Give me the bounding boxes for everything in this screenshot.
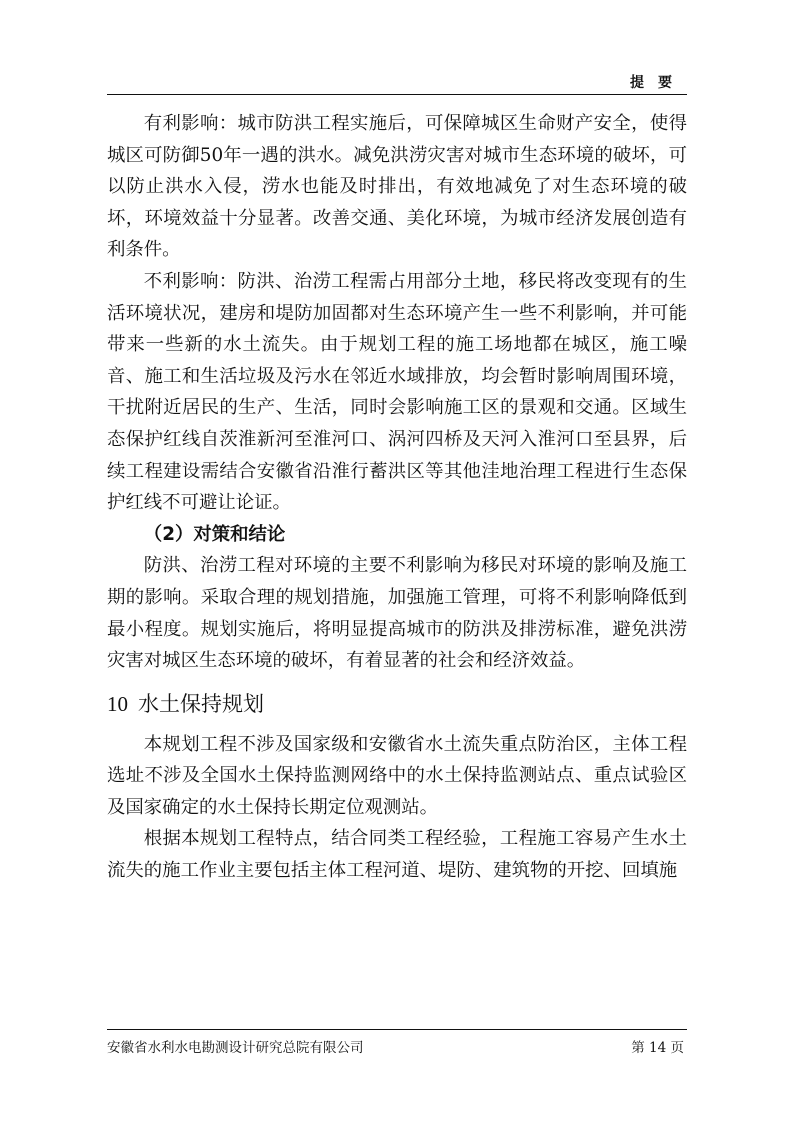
paragraph-favorable-impact: 有利影响：城市防洪工程实施后，可保障城区生命财产安全，使得城区可防御50年一遇的洪水。减免洪涝灾害对城市生态环境的破坏，可以防止洪水入侵，涝水也能及时排出，有效地减免了对生态环境的破坏，环境效益十分显著。改善交通、美化环境，为城市经济发展创造有利条件。 <box>107 113 687 261</box>
subheading-measures-conclusion: （2）对策和结论 <box>143 523 286 545</box>
paragraph-soil-scope: 本规划工程不涉及国家级和安徽省水土流失重点防治区，主体工程选址不涉及全国水土保持监测网络中的水土保持监测站点、重点试验区及国家确定的水土保持长期定位观测站。 <box>107 733 687 818</box>
section-number: 10 <box>107 691 128 716</box>
footer-page-number: 第 14 页 <box>631 1040 684 1056</box>
footer-rule <box>107 1029 687 1030</box>
header-label: 提要 <box>630 75 686 91</box>
footer-organization: 安徽省水利水电勘测设计研究总院有限公司 <box>107 1040 364 1056</box>
section-heading <box>107 689 687 719</box>
paragraph-conclusion: 防洪、治涝工程对环境的主要不利影响为移民对环境的影响及施工期的影响。采取合理的规划措施，加强施工管理，可将不利影响降低到最小程度。规划实施后，将明显提高城市的防洪及排涝标准，避免洪涝灾害对城区生态环境的破坏，有着显著的社会和经济效益。 <box>107 555 687 672</box>
paragraph-unfavorable-impact: 不利影响：防洪、治涝工程需占用部分土地，移民将改变现有的生活环境状况，建房和堤防加固都对生态环境产生一些不利影响，并可能带来一些新的水土流失。由于规划工程的施工场地都在城区，施工噪音、施工和生活垃圾及污水在邻近水域排放，均会暂时影响周围环境，干扰附近居民的生产、生活，同时会影响施工区的景观和交通。区域生态保护红线自茨淮新河至淮河口、涡河四桥及天河入淮河口至县界，后续工程建设需结合安徽省沿淮行蓄洪区等其他洼地治理工程进行生态保护红线不可避让论证。 <box>107 270 687 514</box>
section-title: 水土保持规划 <box>138 691 264 716</box>
header-rule <box>107 94 687 95</box>
paragraph-soil-erosion: 根据本规划工程特点，结合同类工程经验，工程施工容易产生水土流失的施工作业主要包括主体工程河道、堤防、建筑物的开挖、回填施 <box>107 828 687 882</box>
page-content <box>107 108 687 887</box>
